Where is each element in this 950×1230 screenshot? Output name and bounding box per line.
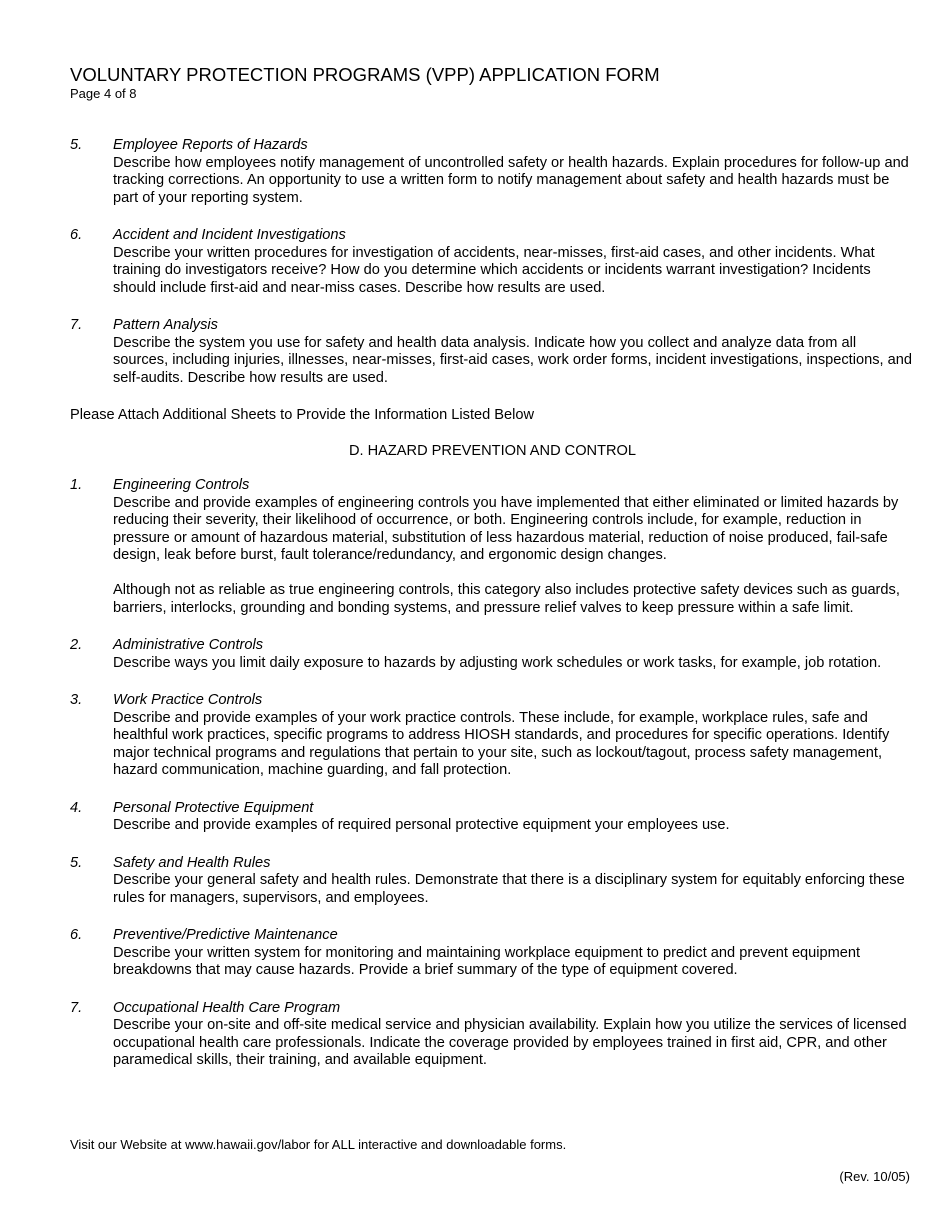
section-title: D. HAZARD PREVENTION AND CONTROL	[348, 442, 637, 459]
item-description: Describe how employees notify management of uncontrolled safety or health hazards. Explain procedures for follow-up and tracking corrections. An opportunity to use a written form to notify management about safety and health hazards must be part of your reporting system.	[113, 154, 909, 206]
part-d-list	[70, 477, 915, 1070]
item-number: 5.	[70, 137, 83, 153]
item-description: Describe the system you use for safety and health data analysis. Indicate how you collect and analyze data from all sources, including injuries, illnesses, near-misses, first-aid cases, work order forms, incident investigations, inspections, and self-audits. Describe how results are used.	[113, 334, 912, 386]
item-heading: Engineering Controls	[113, 477, 250, 493]
list-item	[70, 637, 915, 672]
footer-website-note: Visit our Website at www.hawaii.gov/labor for ALL interactive and downloadable forms.	[70, 1137, 567, 1152]
form-page	[70, 64, 915, 1090]
list-item	[70, 927, 915, 980]
list-item	[70, 1000, 915, 1070]
item-description: Describe and provide examples of required personal protective equipment your employees use.	[113, 817, 730, 833]
item-heading: Administrative Controls	[113, 637, 264, 653]
list-item	[70, 227, 915, 297]
revision-label: (Rev. 10/05)	[839, 1169, 910, 1184]
list-item	[70, 800, 915, 835]
item-heading: Pattern Analysis	[113, 317, 218, 333]
attach-note: Please Attach Additional Sheets to Provide the Information Listed Below	[70, 407, 535, 423]
item-heading: Safety and Health Rules	[113, 854, 271, 871]
item-description: Although not as reliable as true engineering controls, this category also includes protective safety devices such as guards, barriers, interlocks, grounding and bonding systems, and pressure relief valves to keep pressure within a safe limit.	[113, 582, 900, 616]
item-description: Describe and provide examples of your work practice controls. These include, for example, workplace rules, safe and healthful work practices, specific programs to address HIOSH standards, and procedures for specific operations. Identify major technical programs and regulations that pertain to your site, such as lockout/tagout, process safety management, hazard communication, machine guarding, and fall protection.	[113, 709, 890, 778]
item-number: 2.	[70, 637, 83, 653]
item-description: Describe and provide examples of engineering controls you have implemented that either eliminated or limited hazards by reducing their severity, their likelihood of occurrence, or both. Engineering controls include, for example, reduction in pressure or amount of hazardous material, substitution of less hazardous material, reduction of noise produced, fail-safe design, leak before burst, fault tolerance/redundancy, and ergonomic design changes.	[113, 494, 899, 563]
item-heading: Work Practice Controls	[113, 692, 263, 708]
list-item	[70, 137, 915, 207]
item-number: 3.	[70, 692, 83, 708]
item-number: 1.	[70, 477, 83, 493]
list-item	[70, 692, 915, 780]
item-description: Describe your on-site and off-site medical service and physician availability. Explain how you utilize the services of licensed occupational health care professionals. Indicate the coverage provided by employees trained in first aid, CPR, and other paramedical skills, their training, and available equipment.	[113, 1017, 907, 1068]
form-title: VOLUNTARY PROTECTION PROGRAMS (VPP) APPLICATION FORM	[70, 64, 660, 85]
item-description: Describe your written system for monitoring and maintaining workplace equipment to predict and prevent equipment breakdowns that may cause hazards. Provide a brief summary of the type of equipment covered.	[113, 944, 861, 978]
item-description: Describe your written procedures for investigation of accidents, near-misses, first-aid cases, and other incidents. What training do investigators receive? How do you determine which accidents or incidents warrant investigation? Incidents should include first-aid and near-miss cases. Describe how results are used.	[113, 244, 875, 296]
item-heading: Occupational Health Care Program	[113, 999, 341, 1016]
item-heading: Employee Reports of Hazards	[113, 137, 308, 153]
list-item	[70, 317, 915, 387]
item-number: 6.	[70, 927, 83, 943]
item-description: Describe your general safety and health rules. Demonstrate that there is a disciplinary system for equitably enforcing these rules for managers, supervisors, and employees.	[113, 872, 905, 906]
item-number: 4.	[70, 799, 83, 816]
page-number: Page 4 of 8	[70, 86, 137, 101]
item-number: 7.	[70, 999, 83, 1016]
item-heading: Personal Protective Equipment	[113, 799, 314, 816]
item-number: 5.	[70, 854, 83, 871]
list-item	[70, 477, 915, 617]
part-c-list	[70, 137, 915, 387]
list-item	[70, 855, 915, 908]
item-description: Describe ways you limit daily exposure to hazards by adjusting work schedules or work tasks, for example, job rotation.	[113, 654, 882, 671]
item-heading: Preventive/Predictive Maintenance	[113, 927, 338, 943]
item-heading: Accident and Incident Investigations	[113, 227, 346, 243]
item-number: 7.	[70, 317, 83, 333]
item-number: 6.	[70, 227, 83, 243]
